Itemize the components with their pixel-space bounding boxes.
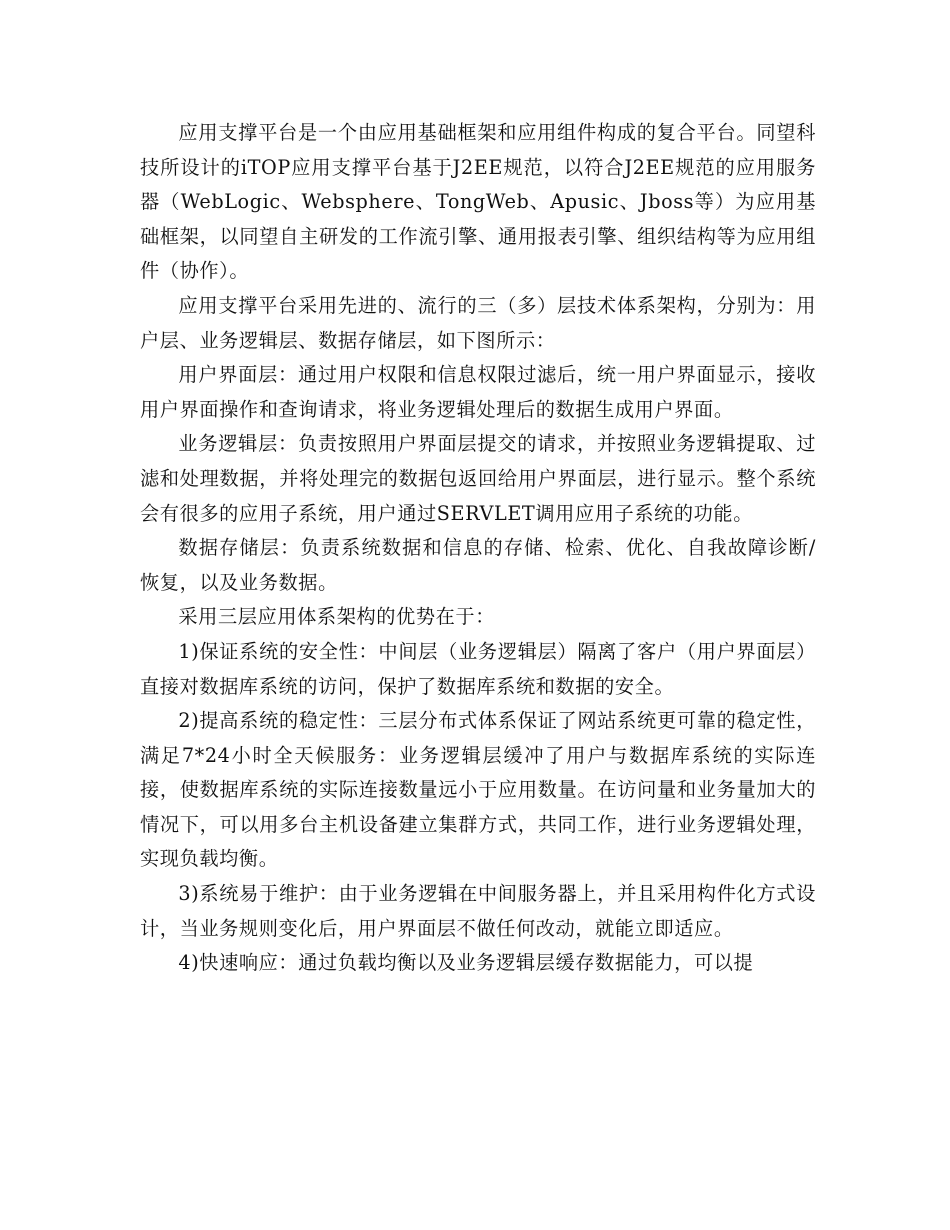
paragraph-advantage-stability: 2)提高系统的稳定性：三层分布式体系保证了网站系统更可靠的稳定性，满足7*24小时全天候服务：业务逻辑层缓冲了用户与数据库系统的实际连接，使数据库系统的实际连接数量远小于应用数量。在访问量和业务量加大的情况下，可以用多台主机设备建立集群方式，共同工作，进行业务逻辑处理，实现负载均衡。 [140, 709, 816, 871]
paragraph-user-interface-layer: 用户界面层：通过用户权限和信息权限过滤后，统一用户界面显示，接收用户界面操作和查询请求，将业务逻辑处理后的数据生成用户界面。 [140, 363, 816, 421]
paragraph-architecture-overview: 应用支撑平台采用先进的、流行的三（多）层技术体系架构，分别为：用户层、业务逻辑层、数据存储层，如下图所示： [140, 293, 816, 352]
paragraph-advantages-heading: 采用三层应用体系架构的优势在于： [178, 605, 495, 629]
document-body [140, 116, 816, 981]
paragraph-advantage-security: 1)保证系统的安全性：中间层（业务逻辑层）隔离了客户（用户界面层）直接对数据库系统的访问，保护了数据库系统和数据的安全。 [140, 639, 816, 698]
paragraph-advantage-maintenance: 3)系统易于维护：由于业务逻辑在中间服务器上，并且采用构件化方式设计，当业务规则变化后，用户界面层不做任何改动，就能立即适应。 [140, 882, 816, 940]
paragraph-data-storage-layer: 数据存储层：负责系统数据和信息的存储、检索、优化、自我故障诊断/恢复，以及业务数据。 [140, 536, 816, 594]
paragraph-business-logic-layer: 业务逻辑层：负责按照用户界面层提交的请求，并按照业务逻辑提取、过滤和处理数据，并将处理完的数据包返回给用户界面层，进行显示。整个系统会有很多的应用子系统，用户通过SERVLET调用应用子系统的功能。 [140, 432, 816, 525]
paragraph-platform-intro: 应用支撑平台是一个由应用基础框架和应用组件构成的复合平台。同望科技所设计的iTOP应用支撑平台基于J2EE规范，以符合J2EE规范的应用服务器（WebLogic、Websphere、TongWeb、Apusic、Jboss等）为应用基础框架，以同望自主研发的工作流引擎、通用报表引擎、组织结构等为应用组件（协作）。 [140, 121, 816, 283]
paragraph-advantage-fast-response: 4)快速响应：通过负载均衡以及业务逻辑层缓存数据能力，可以提 [178, 951, 754, 975]
